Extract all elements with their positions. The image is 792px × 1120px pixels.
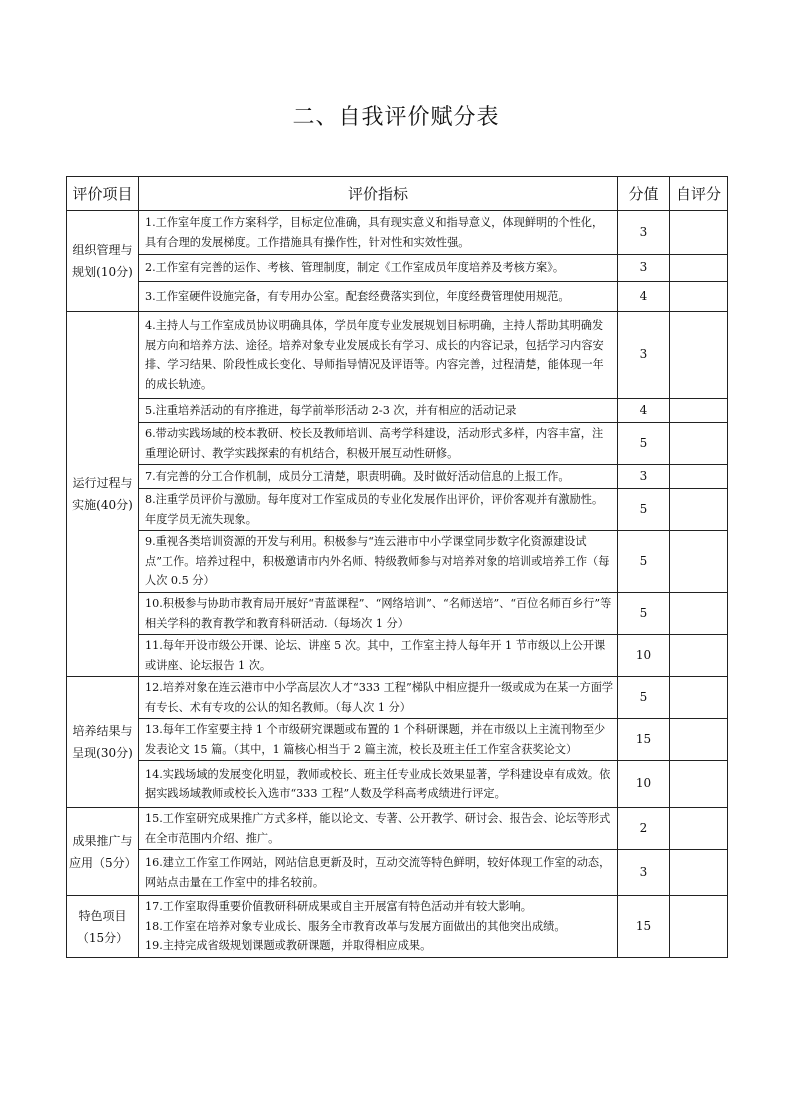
score-cell: 10 [618, 635, 670, 677]
score-cell: 5 [618, 531, 670, 593]
score-cell: 5 [618, 489, 670, 531]
indicator-cell: 1.工作室年度工作方案科学，目标定位准确，具有现实意义和指导意义，体现鲜明的个性化，具有合理的发展梯度。工作措施具有操作性，针对性和实效性强。 [139, 211, 618, 255]
indicator-cell: 3.工作室硬件设施完备，有专用办公室。配套经费落实到位，年度经费管理使用规范。 [139, 282, 618, 312]
indicator-line: 18.工作室在培养对象专业成长、服务全市教育改革与发展方面做出的其他突出成绩。 [145, 919, 566, 933]
self-score-cell[interactable] [670, 808, 728, 850]
self-score-cell[interactable] [670, 531, 728, 593]
self-score-cell[interactable] [670, 282, 728, 312]
indicator-cell: 5.注重培养活动的有序推进，每学前举形活动 2-3 次，并有相应的活动记录 [139, 399, 618, 423]
score-cell: 4 [618, 399, 670, 423]
score-cell: 10 [618, 761, 670, 808]
category-cell: 组织管理与规划(10分) [67, 211, 139, 312]
score-cell: 3 [618, 255, 670, 282]
self-score-cell[interactable] [670, 211, 728, 255]
header-score: 分值 [618, 177, 670, 211]
score-cell: 5 [618, 423, 670, 465]
indicator-cell: 12.培养对象在连云港市中小学高层次人才“333 工程”梯队中相应提升一级或成为在某一方面学有专长、术有专攻的公认的知名教师。（每人次 1 分） [139, 677, 618, 719]
table-row [67, 719, 728, 761]
indicator-cell: 16.建立工作室工作网站，网站信息更新及时，互动交流等特色鲜明，较好体现工作室的动态，网站点击量在工作室中的排名较前。 [139, 850, 618, 896]
score-cell: 15 [618, 896, 670, 958]
self-score-cell[interactable] [670, 850, 728, 896]
score-cell: 3 [618, 465, 670, 489]
table-row [67, 489, 728, 531]
table-row [67, 282, 728, 312]
table-header-row [67, 177, 728, 211]
self-score-cell[interactable] [670, 761, 728, 808]
table-row [67, 896, 728, 958]
indicator-cell: 8.注重学员评价与激励。每年度对工作室成员的专业化发展作出评价，评价客观并有激励性。年度学员无流失现象。 [139, 489, 618, 531]
score-cell: 3 [618, 850, 670, 896]
self-score-cell[interactable] [670, 423, 728, 465]
category-cell: 成果推广与应用（5分） [67, 808, 139, 896]
indicator-cell: 9.重视各类培训资源的开发与利用。积极参与“连云港市中小学课堂同步数字化资源建设试点”工作。培养过程中，积极邀请市内外名师、特级教师参与对培养对象的培训或培养工作（每人次 0.5 分） [139, 531, 618, 593]
header-item: 评价项目 [67, 177, 139, 211]
self-score-cell[interactable] [670, 719, 728, 761]
self-score-cell[interactable] [670, 399, 728, 423]
indicator-cell: 10.积极参与协助市教育局开展好“青蓝课程”、“网络培训”、“名师送培”、“百位名师百乡行”等相关学科的教育教学和教育科研活动.（每场次 1 分） [139, 593, 618, 635]
table-row [67, 677, 728, 719]
indicator-cell [139, 896, 618, 958]
score-cell: 5 [618, 677, 670, 719]
header-indicator: 评价指标 [139, 177, 618, 211]
table-row [67, 255, 728, 282]
table-row [67, 399, 728, 423]
self-evaluation-table [66, 176, 728, 958]
indicator-cell: 14.实践场域的发展变化明显，教师或校长、班主任专业成长效果显著，学科建设卓有成效。依据实践场域教师或校长入选市“333 工程”人数及学科高考成绩进行评定。 [139, 761, 618, 808]
category-cell: 特色项目（15分） [67, 896, 139, 958]
table-row [67, 312, 728, 399]
indicator-cell: 7.有完善的分工合作机制，成员分工清楚，职责明确。及时做好活动信息的上报工作。 [139, 465, 618, 489]
table-row [67, 465, 728, 489]
self-score-cell[interactable] [670, 677, 728, 719]
indicator-cell: 4.主持人与工作室成员协议明确具体，学员年度专业发展规划目标明确，主持人帮助其明确发展方向和培养方法、途径。培养对象专业发展成长有学习、成长的内容记录，包括学习内容安排、学习结果、阶段性成长变化、导师指导情况及评语等。内容完善，过程清楚，能体现一年的成长轨迹。 [139, 312, 618, 399]
indicator-cell: 2.工作室有完善的运作、考核、管理制度，制定《工作室成员年度培养及考核方案》。 [139, 255, 618, 282]
header-self-score: 自评分 [670, 177, 728, 211]
table-row [67, 211, 728, 255]
score-cell: 4 [618, 282, 670, 312]
table-row [67, 761, 728, 808]
page-title: 二、自我评价赋分表 [292, 105, 500, 130]
score-cell: 5 [618, 593, 670, 635]
indicator-line: 19.主持完成省级规划课题或教研课题，并取得相应成果。 [145, 939, 432, 953]
indicator-cell: 15.工作室研究成果推广方式多样，能以论文、专著、公开教学、研讨会、报告会、论坛等形式在全市范围内介绍、推广。 [139, 808, 618, 850]
score-cell: 3 [618, 211, 670, 255]
self-score-cell[interactable] [670, 593, 728, 635]
self-score-cell[interactable] [670, 635, 728, 677]
indicator-line: 17.工作室取得重要价值教研科研成果或自主开展富有特色活动并有较大影响。 [145, 900, 532, 914]
table-row [67, 808, 728, 850]
table-row [67, 423, 728, 465]
table-row [67, 593, 728, 635]
indicator-cell: 11.每年开设市级公开课、论坛、讲座 5 次。其中，工作室主持人每年开 1 节市级以上公开课或讲座、论坛报告 1 次。 [139, 635, 618, 677]
table-row [67, 635, 728, 677]
self-score-cell[interactable] [670, 312, 728, 399]
score-cell: 15 [618, 719, 670, 761]
self-score-cell[interactable] [670, 255, 728, 282]
self-score-cell[interactable] [670, 896, 728, 958]
score-cell: 2 [618, 808, 670, 850]
table-row [67, 531, 728, 593]
category-cell: 运行过程与实施(40分) [67, 312, 139, 677]
category-cell: 培养结果与呈现(30分) [67, 677, 139, 808]
self-score-cell[interactable] [670, 465, 728, 489]
indicator-cell: 6.带动实践场域的校本教研、校长及教师培训、高考学科建设，活动形式多样，内容丰富，注重理论研讨、教学实践探索的有机结合，积极开展互动性研修。 [139, 423, 618, 465]
indicator-cell: 13.每年工作室要主持 1 个市级研究课题或布置的 1 个科研课题，并在市级以上主流刊物至少发表论文 15 篇。（其中，1 篇核心相当于 2 篇主流，校长及班主任工作室含获奖论文） [139, 719, 618, 761]
table-row [67, 850, 728, 896]
self-score-cell[interactable] [670, 489, 728, 531]
score-cell: 3 [618, 312, 670, 399]
